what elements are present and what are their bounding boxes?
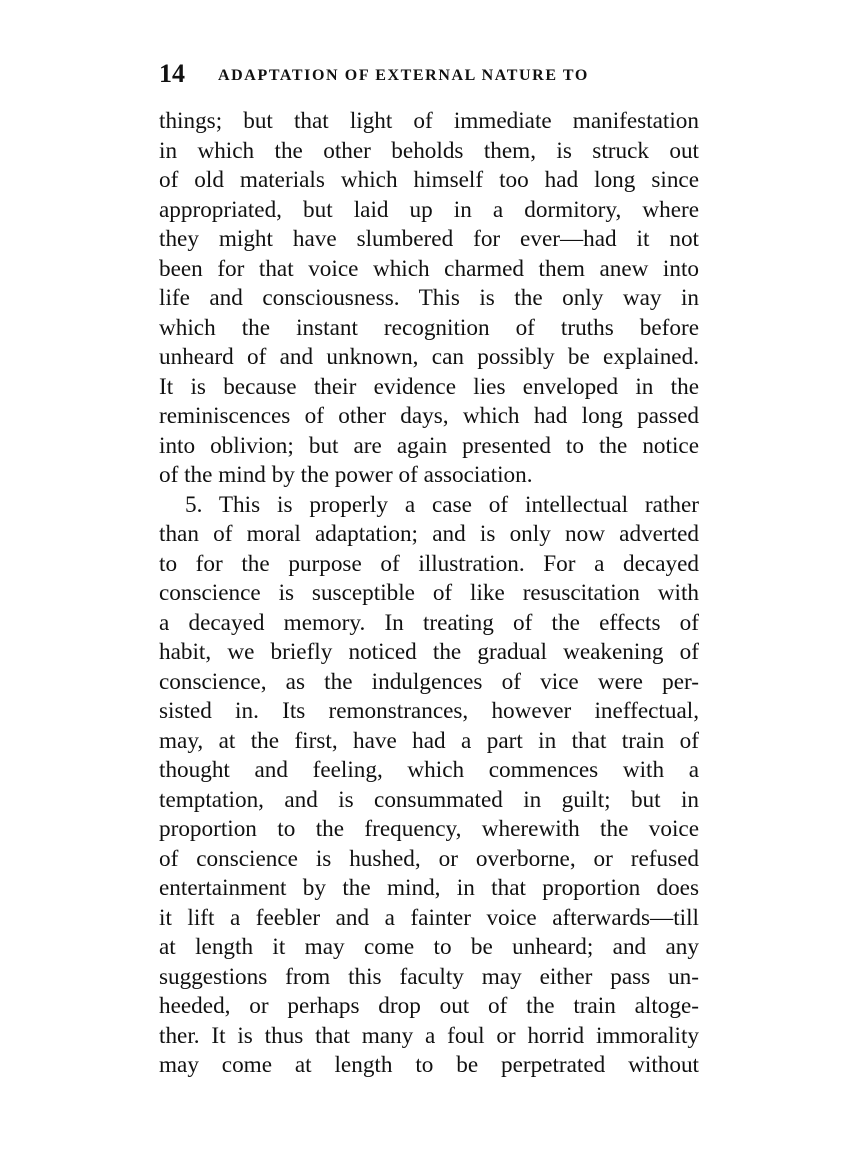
page-number: 14 [159,59,185,88]
text-line: a decayed memory. In treating of the effects of [159,609,699,636]
text-line: than of moral adaptation; and is only now adverted [159,521,699,547]
text-line: entertainment by the mind, in that proportion does [159,875,699,901]
text-line: appropriated, but laid up in a dormitory, where [159,196,699,223]
paragraph [159,491,699,1081]
text-line: 5. This is properly a case of intellectual rather [185,491,699,518]
text-line: suggestions from this faculty may either pass un- [159,963,699,990]
text-line: of conscience is hushed, or overborne, or refused [159,845,699,872]
running-head: ADAPTATION OF EXTERNAL NATURE TO [218,67,589,84]
text-line: It is because their evidence lies enveloped in the [159,373,699,400]
text-line: reminiscences of other days, which had long passed [159,403,699,429]
text-line: in which the other beholds them, is struck out [159,137,699,164]
text-line: it lift a feebler and a fainter voice afterwards—till [159,904,699,931]
text-line: of the mind by the power of association. [159,462,533,488]
text-line: conscience is susceptible of like resuscitation with [159,580,699,606]
text-line: sisted in. Its remonstrances, however ineffectual, [159,698,699,724]
text-line: may come at length to be perpetrated without [159,1052,699,1078]
text-line: things; but that light of immediate manifestation [159,108,699,134]
body-text [159,107,699,1081]
text-line: of old materials which himself too had long since [159,167,699,193]
text-line: been for that voice which charmed them anew into [159,255,699,282]
text-line: life and consciousness. This is the only way in [159,285,699,311]
text-line: which the instant recognition of truths before [159,314,699,341]
text-line: unheard of and unknown, can possibly be explained. [159,344,699,370]
paragraph [159,107,699,491]
text-line: they might have slumbered for ever—had it not [159,226,699,252]
text-line: conscience, as the indulgences of vice were per- [159,668,699,695]
text-line: heeded, or perhaps drop out of the train altoge- [159,993,699,1019]
text-line: habit, we briefly noticed the gradual weakening of [159,639,699,665]
text-line: to for the purpose of illustration. For a decayed [159,550,699,577]
text-line: thought and feeling, which commences with a [159,757,699,783]
text-line: may, at the first, have had a part in that train of [159,727,699,754]
text-line: at length it may come to be unheard; and any [159,934,699,960]
text-line: proportion to the frequency, wherewith the voice [159,816,699,842]
text-line: temptation, and is consummated in guilt; but in [159,786,699,813]
text-line: ther. It is thus that many a foul or horrid immorality [159,1022,699,1049]
text-line: into oblivion; but are again presented to the notice [159,432,699,459]
page-header [159,56,699,92]
